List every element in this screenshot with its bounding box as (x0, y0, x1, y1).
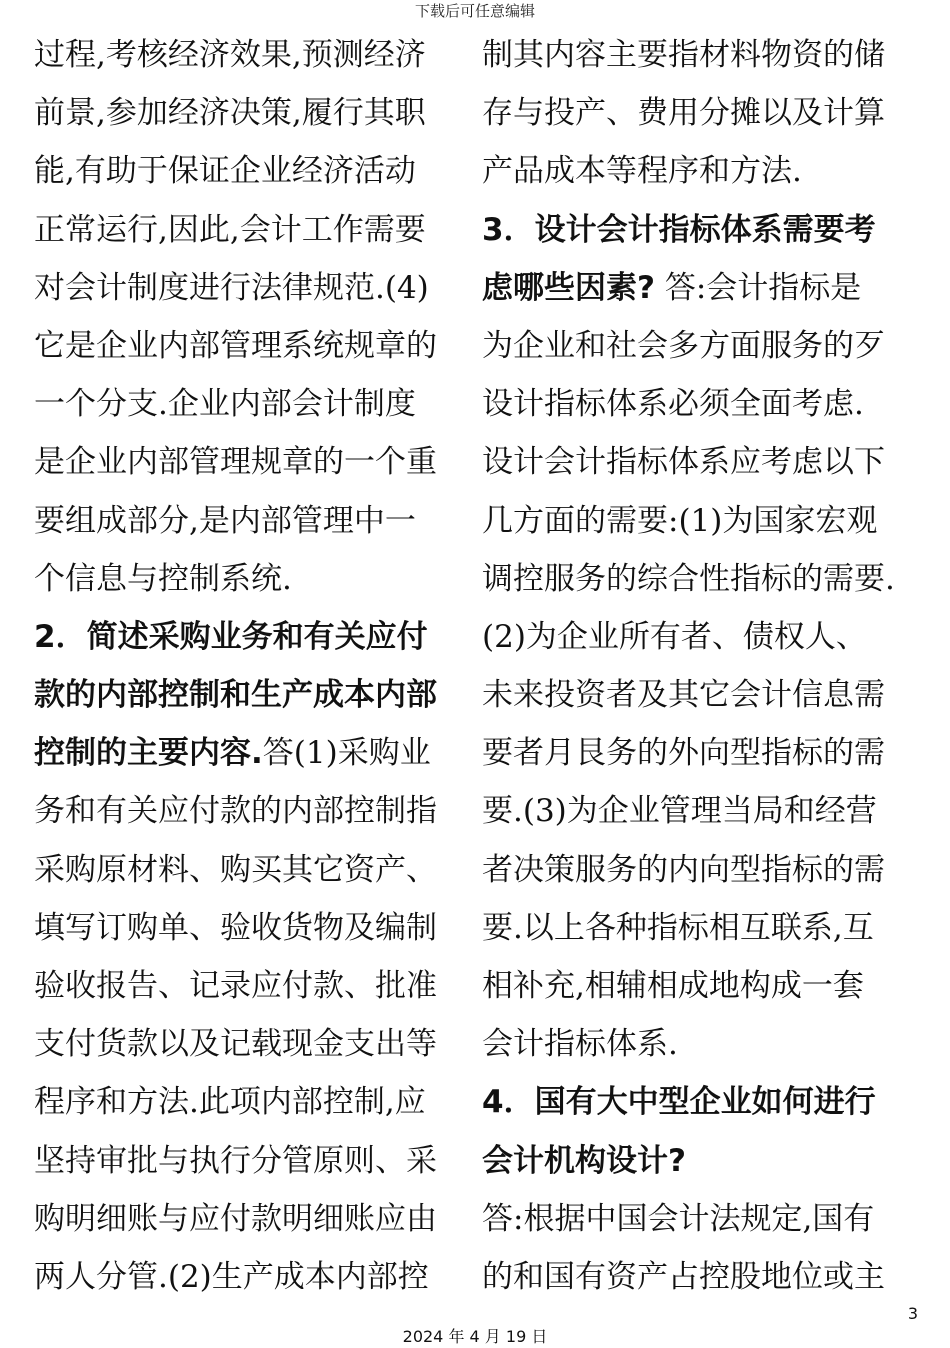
question-heading-text: 款的内部控制和生产成本内部 (34, 677, 437, 714)
body-text: 程序和方法.此项内部控制,应 (34, 1084, 426, 1121)
body-text: 答(1)采购业 (262, 735, 431, 772)
text-line (482, 724, 922, 782)
body-text: 正常运行,因此,会计工作需要 (34, 211, 426, 248)
text-line (34, 550, 466, 608)
text-line (34, 201, 466, 259)
body-text: 是企业内部管理规章的一个重 (34, 444, 437, 481)
body-text: 它是企业内部管理系统规章的 (34, 327, 437, 364)
text-line (34, 782, 466, 840)
question-heading-text: 2．简述采购业务和有关应付 (34, 618, 428, 655)
body-text: 过程,考核经济效果,预测经济 (34, 37, 426, 73)
text-line (34, 957, 466, 1015)
body-text: 制其内容主要指材料物资的储 (482, 37, 885, 73)
question-heading-text: 虑哪些因素? (482, 269, 655, 306)
text-line (482, 899, 922, 957)
question-heading-text: 3．设计会计指标体系需要考 (482, 211, 876, 248)
body-text: 存与投产、费用分摊以及计算 (482, 95, 885, 132)
text-line (482, 142, 922, 200)
body-text: 要者月艮务的外向型指标的需 (482, 735, 885, 772)
right-text-column (482, 26, 922, 1306)
text-line (34, 1015, 466, 1073)
body-text: 一个分支.企业内部会计制度 (34, 386, 416, 423)
left-text-column (34, 26, 466, 1306)
body-text: (2)为企业所有者、债权人、 (482, 618, 867, 655)
text-line (482, 201, 922, 259)
text-line (34, 492, 466, 550)
body-text: 设计指标体系必须全面考虑. (482, 386, 864, 423)
text-line (482, 433, 922, 491)
text-line (34, 1073, 466, 1131)
text-line (482, 375, 922, 433)
text-line (482, 1015, 922, 1073)
text-line (34, 724, 466, 782)
text-line (482, 550, 922, 608)
body-text: 设计会计指标体系应考虑以下 (482, 444, 885, 481)
body-text: 支付货款以及记载现金支出等 (34, 1026, 437, 1063)
body-text: 要.(3)为企业管理当局和经营 (482, 793, 877, 830)
text-line (34, 26, 466, 84)
text-line (482, 666, 922, 724)
body-text: 购明细账与应付款明细账应由 (34, 1200, 437, 1237)
text-line (34, 608, 466, 666)
text-line (34, 259, 466, 317)
question-heading-text: 会计机构设计? (482, 1142, 686, 1179)
body-text: 产品成本等程序和方法. (482, 153, 802, 190)
body-text: 坚持审批与执行分管原则、采 (34, 1142, 437, 1179)
text-line (34, 375, 466, 433)
text-line (482, 1073, 922, 1131)
body-text: 填写订购单、验收货物及编制 (34, 909, 437, 946)
body-text: 要组成部分,是内部管理中一 (34, 502, 416, 539)
text-line (34, 899, 466, 957)
body-text: 会计指标体系. (482, 1026, 678, 1063)
text-line (482, 317, 922, 375)
body-text: 前景,参加经济决策,履行其职 (34, 95, 426, 132)
text-line (482, 492, 922, 550)
body-text: 几方面的需要:(1)为国家宏观 (482, 502, 878, 539)
text-line (34, 84, 466, 142)
body-text: 调控服务的综合性指标的需要. (482, 560, 895, 597)
body-text: 采购原材料、购买其它资产、 (34, 851, 437, 888)
body-text: 相补充,相辅相成地构成一套 (482, 968, 864, 1004)
question-heading-text: 控制的主要内容. (34, 735, 263, 772)
text-line (34, 142, 466, 200)
body-text: 者决策服务的内向型指标的需 (482, 851, 885, 888)
body-text: 未来投资者及其它会计信息需 (482, 677, 885, 714)
body-text: 要.以上各种指标相互联系,互 (482, 909, 874, 946)
text-line (482, 608, 922, 666)
body-text: 答:根据中国会计法规定,国有 (482, 1200, 875, 1237)
question-heading-text: 4．国有大中型企业如何进行 (482, 1084, 876, 1121)
body-text: 对会计制度进行法律规范.(4) (34, 269, 429, 306)
text-line (34, 1248, 466, 1306)
text-line (482, 259, 922, 317)
page-header: 下载后可任意编辑 (414, 2, 535, 20)
text-line (482, 84, 922, 142)
text-line (482, 841, 922, 899)
body-text: 验收报告、记录应付款、批准 (34, 968, 437, 1004)
page-number: 3 (907, 1304, 918, 1323)
body-text: 能,有助于保证企业经济活动 (34, 153, 416, 190)
body-text: 务和有关应付款的内部控制指 (34, 793, 437, 830)
body-text: 答:会计指标是 (654, 269, 862, 306)
text-line (34, 1190, 466, 1248)
text-line (34, 317, 466, 375)
text-line (482, 957, 922, 1015)
text-line (482, 1248, 922, 1306)
text-line (34, 841, 466, 899)
text-line (482, 1132, 922, 1190)
text-line (34, 433, 466, 491)
text-line (482, 1190, 922, 1248)
body-text: 为企业和社会多方面服务的歹 (482, 327, 885, 364)
page-footer-date: 2024 年 4 月 19 日 (402, 1327, 548, 1346)
body-text: 个信息与控制系统. (34, 560, 292, 597)
text-line (34, 666, 466, 724)
text-line (482, 782, 922, 840)
text-line (482, 26, 922, 84)
body-text: 的和国有资产占控股地位或主 (482, 1258, 885, 1295)
text-line (34, 1132, 466, 1190)
body-text: 两人分管.(2)生产成本内部控 (34, 1258, 429, 1295)
